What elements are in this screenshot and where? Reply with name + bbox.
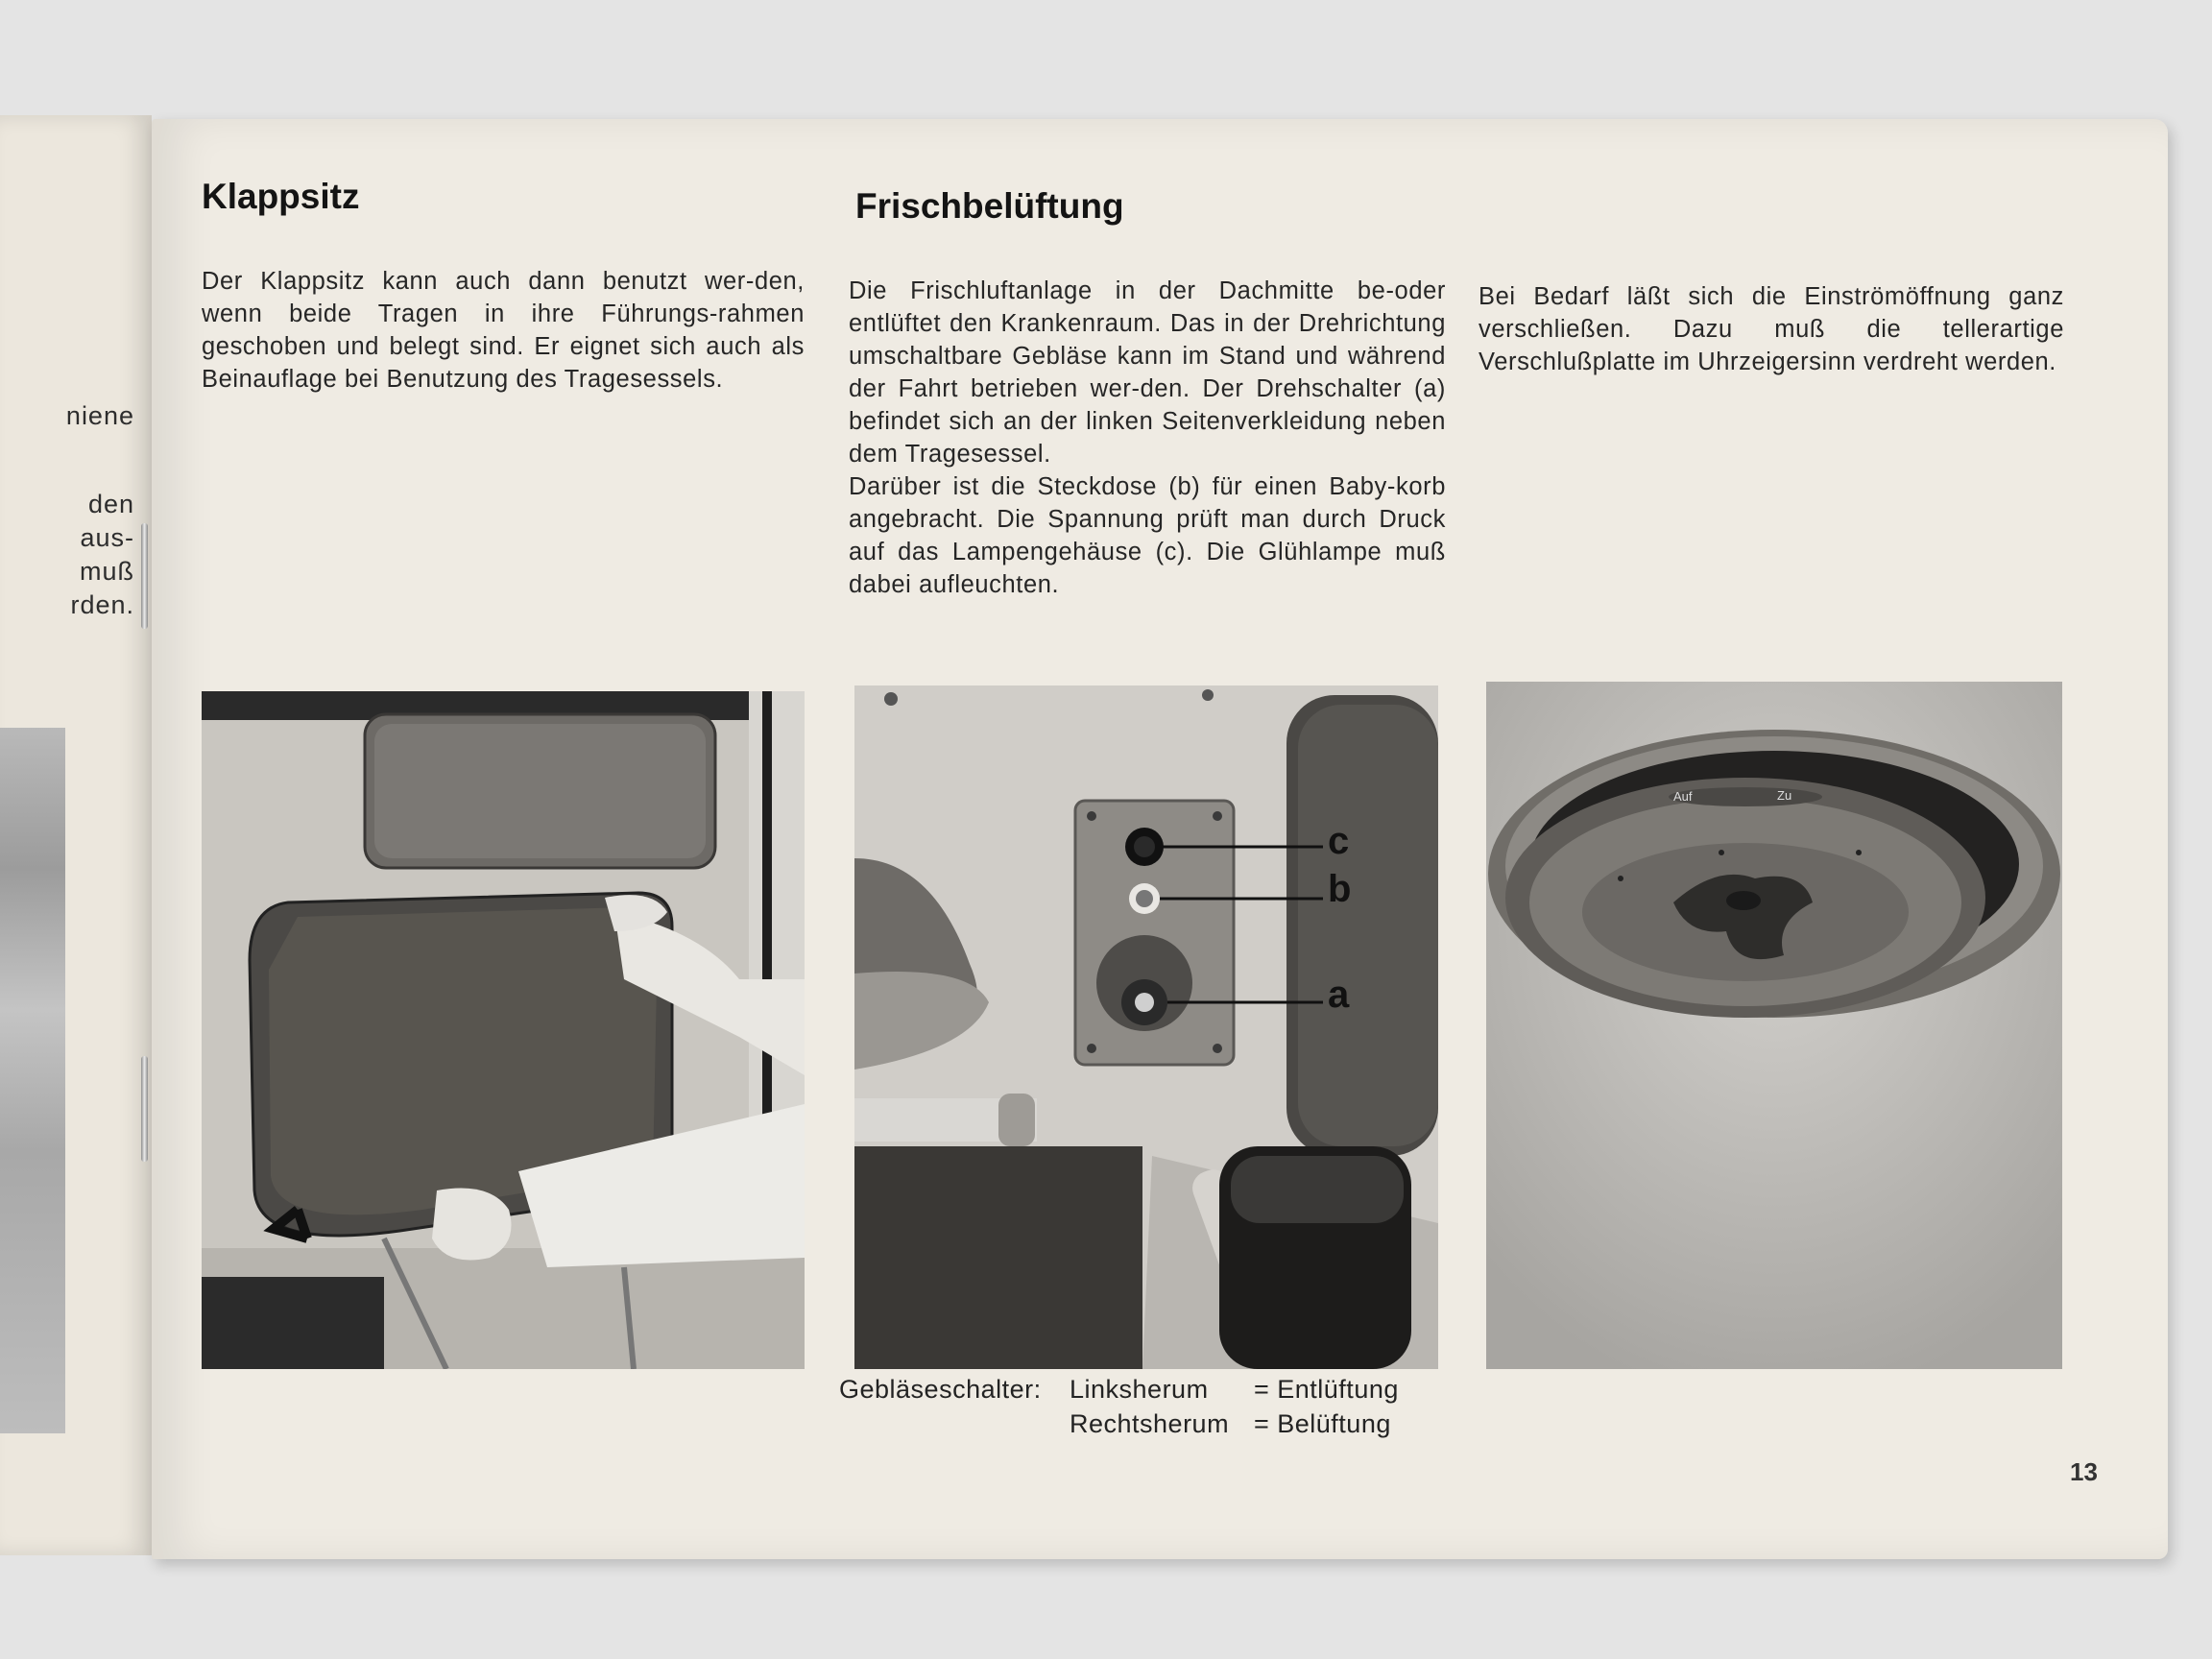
left-page-fragment: niene (65, 401, 134, 430)
photo-switch-panel (854, 685, 1438, 1369)
callout-c: c (1328, 820, 1350, 862)
left-page-fragment: den (87, 490, 134, 518)
page-number: 13 (2070, 1457, 2098, 1486)
vent-label-auf: Auf (1673, 789, 1693, 804)
klappsitz-text (202, 265, 805, 396)
left-page (0, 115, 152, 1555)
callout-a: a (1328, 974, 1350, 1016)
section-heading-klappsitz: Klappsitz (202, 177, 360, 216)
frischbelueftung-text (849, 275, 1446, 601)
left-page-fragment: aus- (80, 523, 134, 552)
photo-vent-plate (1486, 682, 2062, 1369)
manual-page (152, 119, 2168, 1559)
caption-label: Gebläseschalter: (839, 1375, 1042, 1404)
left-page-fragment: muß (80, 557, 134, 586)
caption-row2-right: = Belüftung (1254, 1409, 1391, 1438)
staple (141, 523, 148, 629)
paragraph: Darüber ist die Steckdose (b) für einen Baby-korb angebracht. Die Spannung prüft man durch Druck auf das Lampengehäuse (c). Die Glühlampe muß dabei aufleuchten. (849, 473, 1446, 598)
paragraph: Der Klappsitz kann auch dann benutzt wer-den, wenn beide Tragen in ihre Führungs-rahmen geschoben und belegt sind. Er eignet sich auch als Beinauflage bei Benutzung des Tragesessels. (202, 268, 805, 393)
section-heading-frischbelueftung: Frischbelüftung (855, 186, 1124, 226)
caption-row1-left: Linksherum (1070, 1375, 1209, 1404)
callout-b: b (1328, 868, 1352, 910)
caption-row1-right: = Entlüftung (1254, 1375, 1399, 1404)
verschluss-text (1479, 280, 2064, 378)
paragraph: Die Frischluftanlage in der Dachmitte be-oder entlüftet den Krankenraum. Das in der Drehrichtung umschaltbare Gebläse kann im Stand und während der Fahrt betrieben wer-den. Der Drehschalter (a) befindet sich an der linken Seitenverkleidung neben dem Tragesessel. (849, 277, 1446, 468)
vent-label-zu: Zu (1777, 788, 1792, 803)
staple (141, 1056, 148, 1162)
left-page-fragment: rden. (70, 590, 134, 619)
left-page-photo-fragment (0, 728, 65, 1433)
caption-row2-left: Rechtsherum (1070, 1409, 1230, 1438)
paragraph: Bei Bedarf läßt sich die Einströmöffnung ganz verschließen. Dazu muß die tellerartige Verschlußplatte im Uhrzeigersinn verdreht werden. (1479, 283, 2064, 375)
photo-folding-seat (202, 691, 805, 1369)
